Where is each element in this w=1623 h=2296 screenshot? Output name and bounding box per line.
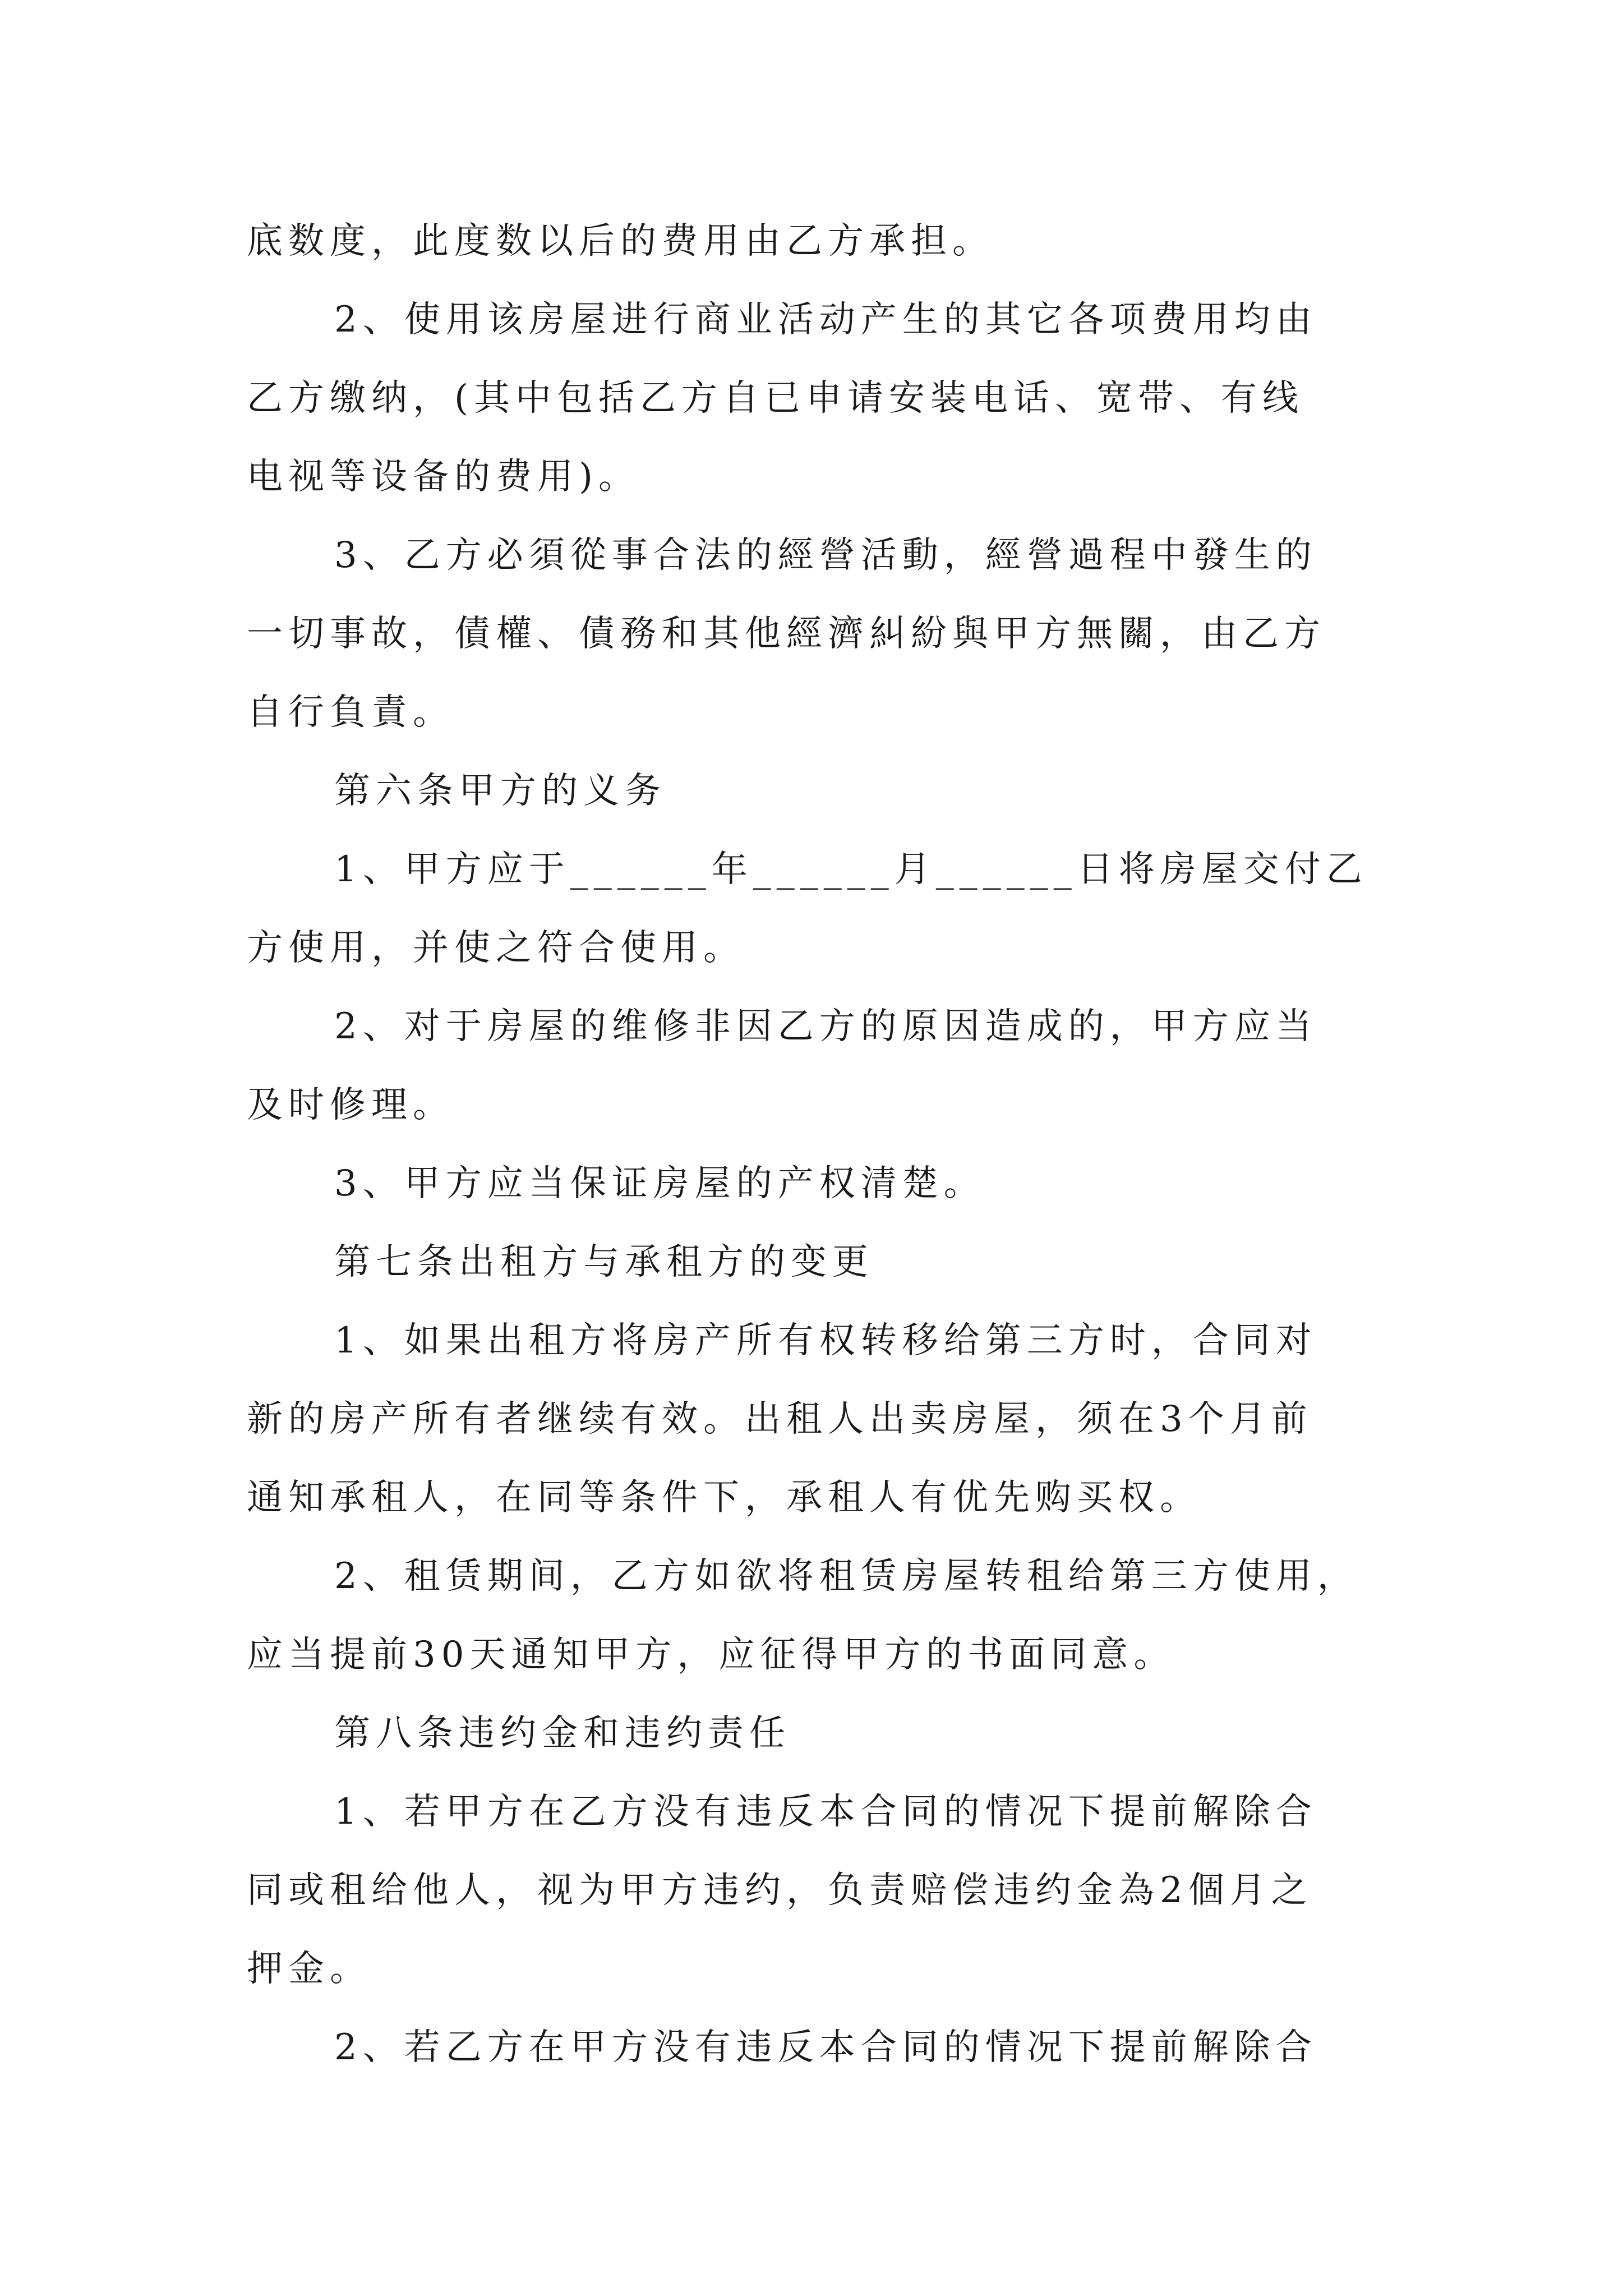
- text-line: 1、如果出租方将房产所有权转移给第三方时，合同对: [334, 1320, 1317, 1361]
- text-line: 自行負責。: [247, 692, 454, 733]
- text-line: 2、租赁期间，乙方如欲将租赁房屋转租给第三方使用，: [334, 1556, 1359, 1597]
- text-line: 1、若甲方在乙方没有违反本合同的情况下提前解除合: [334, 1791, 1317, 1833]
- text-line: 1、甲方应于______年______月______日将房屋交付乙: [334, 849, 1368, 890]
- text-line: 一切事故，債權、債務和其他經濟糾紛與甲方無關，由乙方: [247, 613, 1326, 655]
- text-line: 2、对于房屋的维修非因乙方的原因造成的，甲方应当: [334, 1006, 1317, 1047]
- text-line: 电视等设备的费用)。: [247, 456, 640, 498]
- text-line: 应当提前30天通知甲方，应征得甲方的书面同意。: [247, 1634, 1175, 1676]
- text-line: 3、乙方必須從事合法的經營活動，經營過程中發生的: [334, 535, 1317, 576]
- text-line: 底数度，此度数以后的费用由乙方承担。: [247, 220, 994, 262]
- text-line: 3、甲方应当保证房屋的产权清楚。: [334, 1163, 985, 1204]
- text-line: 新的房产所有者继续有效。出租人出卖房屋，须在3个月前: [247, 1398, 1313, 1440]
- section-heading: 第七条出租方与承租方的变更: [334, 1241, 874, 1283]
- text-line: 方使用，并使之符合使用。: [247, 927, 745, 969]
- text-line: 及时修理。: [247, 1084, 454, 1126]
- section-heading: 第六条甲方的义务: [334, 770, 666, 812]
- section-heading: 第八条违约金和违约责任: [334, 1713, 791, 1754]
- text-line: 通知承租人，在同等条件下，承租人有优先购买权。: [247, 1477, 1201, 1519]
- text-line: 乙方缴纳，(其中包括乙方自已申请安装电话、宽带、有线: [247, 378, 1304, 419]
- text-line: 押金。: [247, 1948, 371, 1990]
- text-line: 同或租给他人，视为甲方违约，负责赔偿违约金為2個月之: [247, 1870, 1313, 1911]
- text-line: 2、若乙方在甲方没有违反本合同的情况下提前解除合: [334, 2027, 1317, 2068]
- text-line: 2、使用该房屋进行商业活动产生的其它各项费用均由: [334, 299, 1317, 341]
